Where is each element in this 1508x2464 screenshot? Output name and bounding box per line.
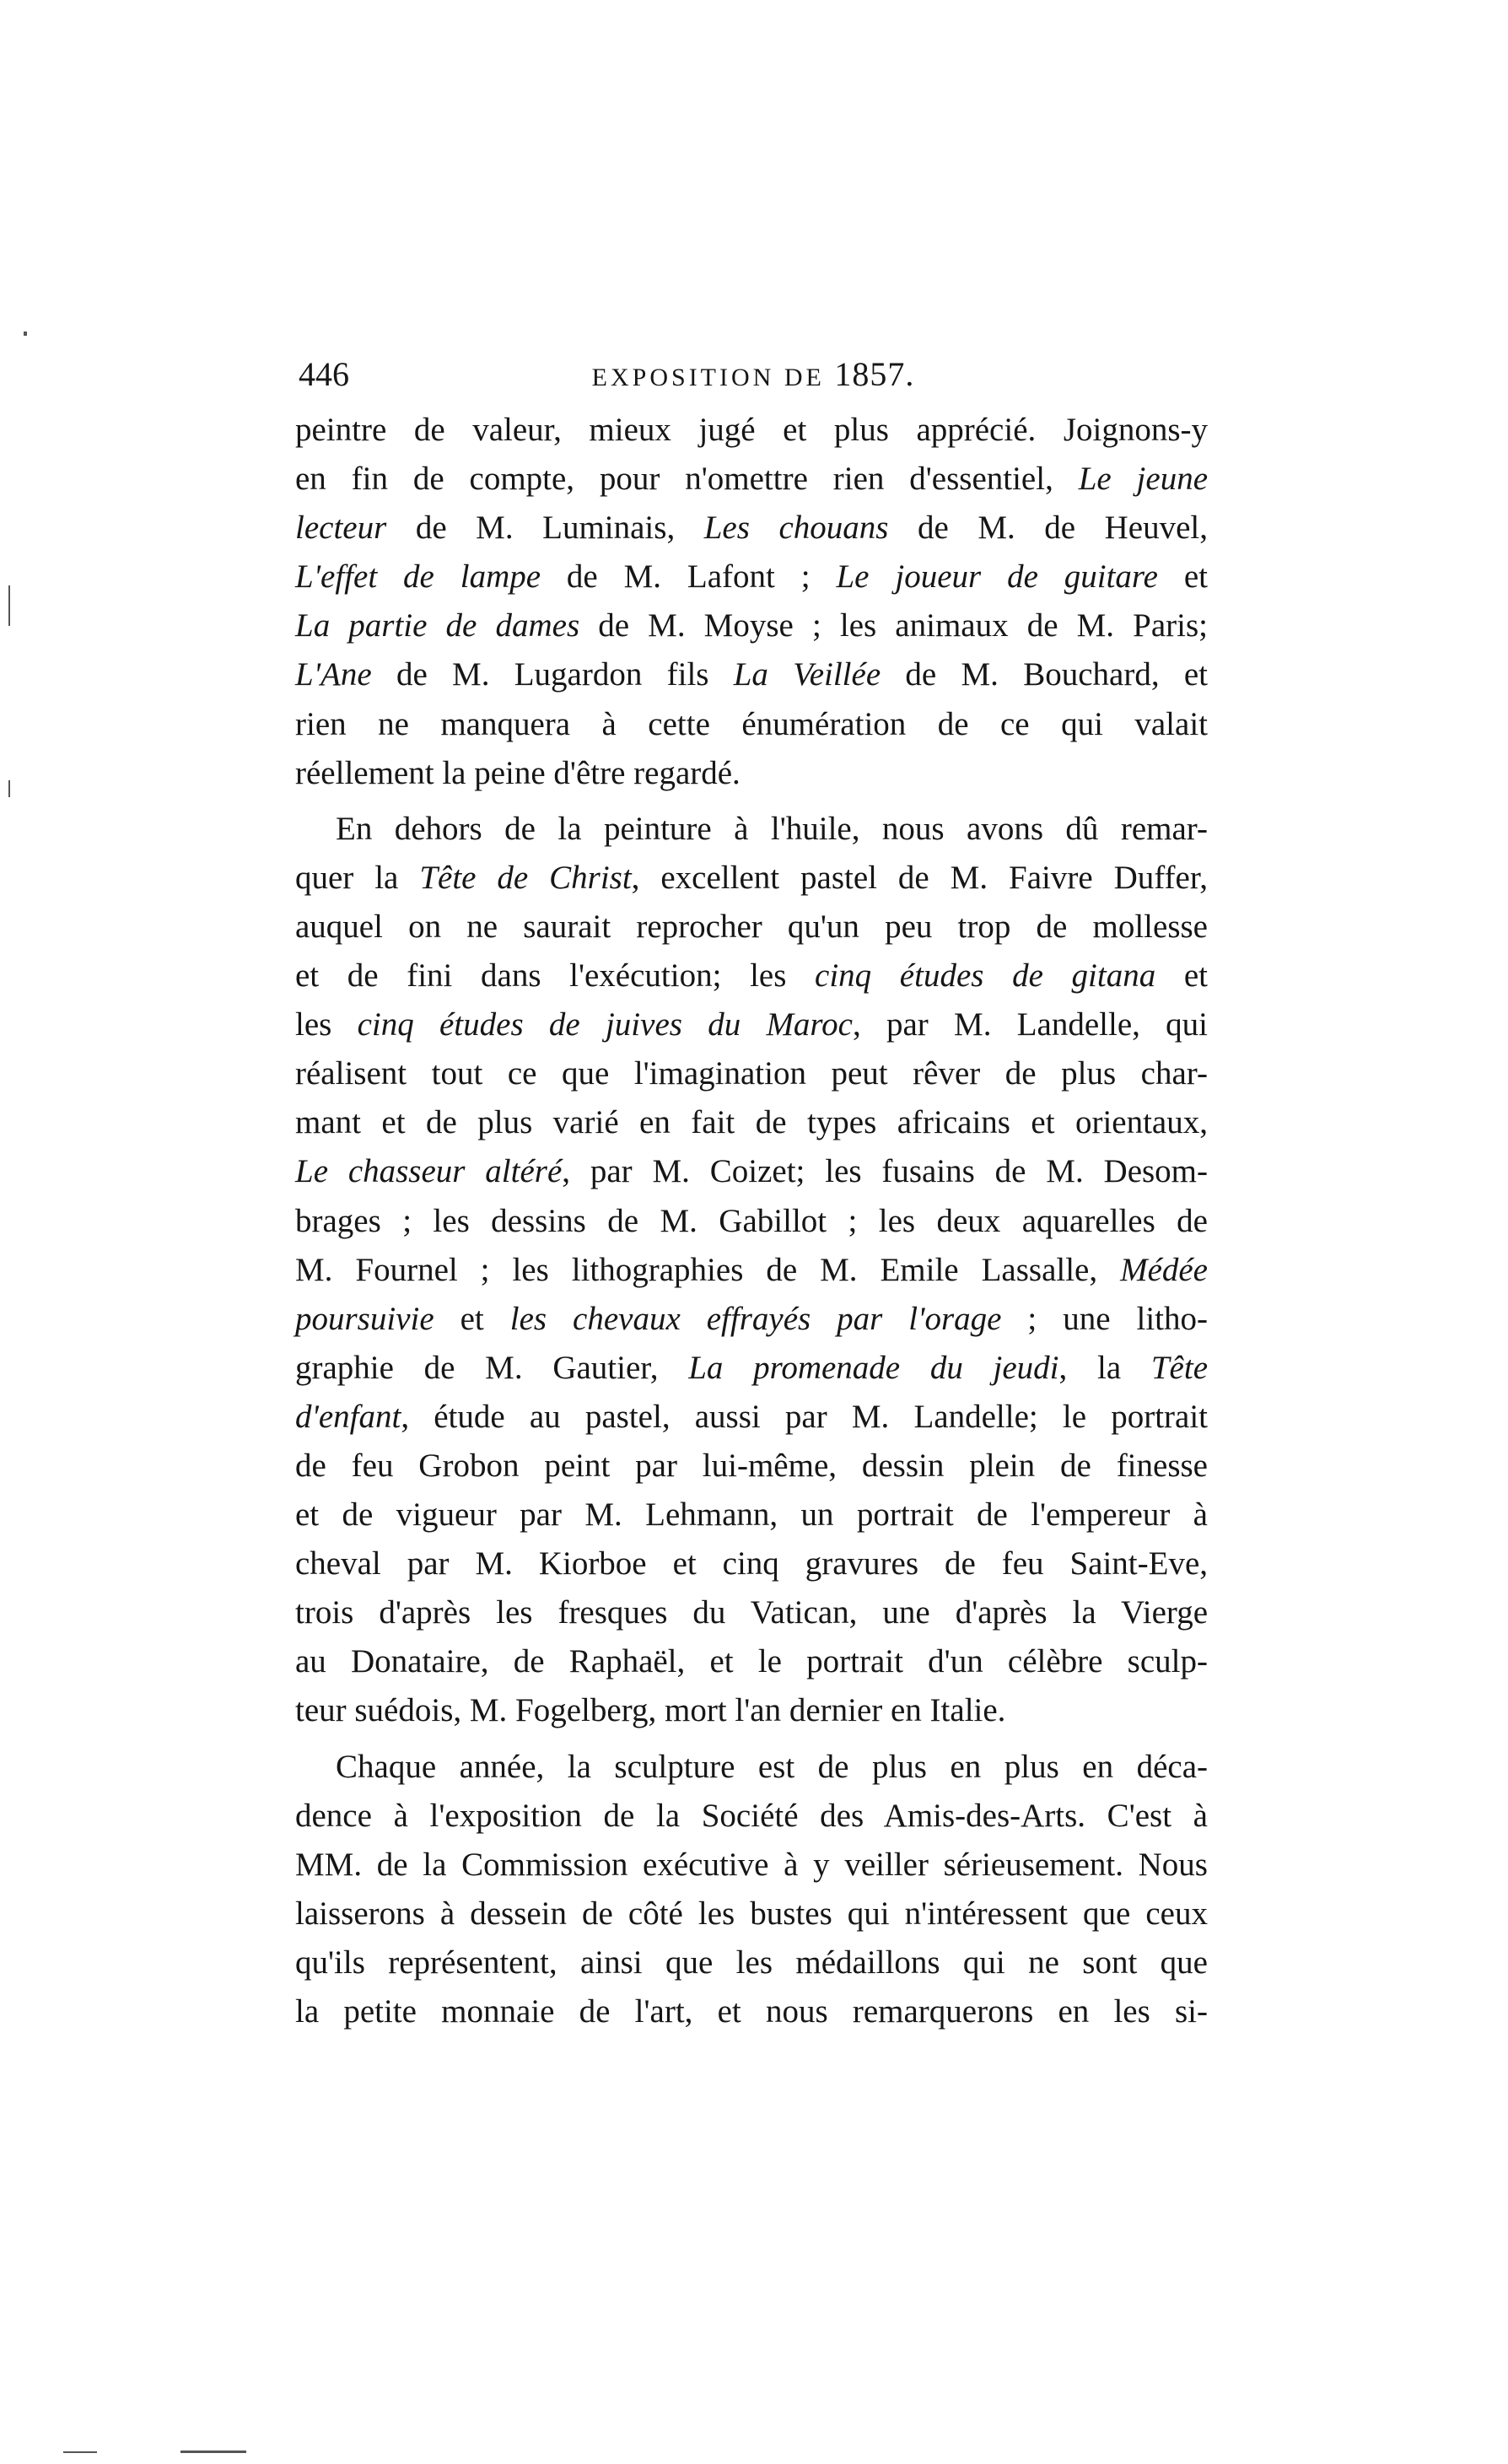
italic-title: La promenade du jeudi [688, 1349, 1059, 1386]
text-line [295, 1539, 1208, 1588]
text-line [295, 1147, 1208, 1196]
text-line [295, 749, 1208, 798]
text-run: graphie de M. Gautier, [295, 1349, 689, 1386]
text-line [295, 1344, 1208, 1393]
text-line [295, 1743, 1208, 1792]
scan-mark [8, 585, 10, 626]
text-run: , par M. Coizet; les fusains de M. Desom- [562, 1153, 1209, 1190]
paragraph [295, 805, 1208, 1736]
scan-mark [24, 332, 27, 336]
text-run: quer la [295, 859, 420, 896]
italic-title: les chevaux effrayés par l'orage [509, 1300, 1002, 1337]
text-line [295, 1588, 1208, 1637]
text-run: peintre de valeur, mieux jugé et plus apprécié. Joignons-y [295, 412, 1208, 448]
paragraph-gap [295, 798, 1208, 805]
italic-title: L'effet de lampe [295, 558, 541, 596]
text-line [295, 1000, 1208, 1049]
text-line [295, 1197, 1208, 1246]
text-line [295, 1442, 1208, 1491]
text-line [295, 903, 1208, 952]
text-run: et [1157, 558, 1209, 596]
text-line [295, 854, 1208, 903]
running-title-text: EXPOSITION DE [591, 364, 825, 391]
text-run: de M. Moyse ; les animaux de M. Paris; [579, 607, 1208, 644]
text-line [295, 504, 1208, 553]
text-run: M. Fournel ; les lithographies de M. Emile Lassalle, [295, 1251, 1121, 1288]
text-line [295, 1686, 1208, 1735]
italic-title: Médée [1120, 1251, 1208, 1288]
text-line [295, 1393, 1208, 1442]
text-line [295, 553, 1208, 601]
text-line [295, 1049, 1208, 1098]
running-title [299, 353, 1208, 400]
text-run: au Donataire, de Raphaël, et le portrait d'un célèbre sculp- [295, 1643, 1208, 1680]
text-line [295, 1792, 1208, 1841]
text-line [295, 700, 1208, 749]
text-line [295, 1938, 1208, 1987]
scan-mark [63, 2451, 97, 2453]
text-run: , par M. Landelle, qui [852, 1006, 1209, 1043]
text-run: , excellent pastel de M. Faivre Duffer, [631, 859, 1208, 896]
text-run: la petite monnaie de l'art, et nous remarquerons en les si- [295, 1993, 1208, 2030]
italic-title: poursuivie [295, 1300, 434, 1337]
italic-title: Le chasseur altéré [295, 1153, 563, 1190]
text-run: Chaque année, la sculpture est de plus en plus en déca- [336, 1748, 1208, 1785]
text-line [295, 1491, 1208, 1539]
text-run: ; une litho- [1001, 1300, 1209, 1337]
text-line [295, 1637, 1208, 1686]
paragraph [295, 406, 1208, 798]
italic-title: d'enfant [295, 1398, 401, 1435]
text-run: mant et de plus varié en fait de types africains et orientaux, [295, 1104, 1208, 1141]
text-line [295, 455, 1208, 504]
text-run: rien ne manquera à cette énumération de ce qui valait [295, 705, 1208, 742]
text-run: de M. Lugardon fils [371, 656, 734, 693]
text-run: réalisent tout ce que l'imagination peut rêver de plus char- [295, 1055, 1208, 1092]
text-line [295, 1098, 1208, 1147]
italic-title: lecteur [295, 510, 387, 547]
paragraph-gap [295, 1736, 1208, 1743]
italic-title: Le joueur de guitare [836, 558, 1158, 596]
text-run: teur suédois, M. Fogelberg, mort l'an dernier en Italie. [295, 1692, 1006, 1729]
text-run: En dehors de la peinture à l'huile, nous avons dû remar- [336, 810, 1208, 847]
text-run: réellement la peine d'être regardé. [295, 754, 741, 791]
body-text [295, 406, 1208, 2036]
italic-title: cinq études de gitana [815, 957, 1156, 995]
text-line [295, 1246, 1208, 1295]
text-line [295, 1295, 1208, 1344]
text-line [295, 1987, 1208, 2036]
text-line [295, 1890, 1208, 1938]
text-run: en fin de compte, pour n'omettre rien d'essentiel, [295, 461, 1079, 498]
text-run: , la [1058, 1349, 1151, 1386]
running-title-year: 1857. [834, 355, 915, 393]
text-line [295, 1841, 1208, 1890]
text-run: auquel on ne saurait reprocher qu'un peu trop de mollesse [295, 908, 1208, 945]
scan-mark [180, 2451, 246, 2453]
text-line [295, 805, 1208, 854]
text-run: laisserons à dessein de côté les bustes qui n'intéressent que ceux [295, 1895, 1208, 1932]
italic-title: La Veillée [733, 656, 881, 693]
text-run: de M. Luminais, [386, 510, 704, 547]
text-run: de M. de Heuvel, [888, 510, 1208, 547]
text-run: brages ; les dessins de M. Gabillot ; les deux aquarelles de [295, 1202, 1208, 1239]
text-run: et [1155, 957, 1208, 995]
page-header [299, 353, 1208, 396]
italic-title: Tête [1150, 1349, 1209, 1386]
text-run: de feu Grobon peint par lui-même, dessin plein de finesse [295, 1447, 1208, 1484]
text-run: cheval par M. Kiorboe et cinq gravures de feu Saint-Eve, [295, 1545, 1208, 1582]
text-run: et de vigueur par M. Lehmann, un portrait de l'empereur à [295, 1496, 1208, 1534]
italic-title: Les chouans [703, 510, 889, 547]
italic-title: La partie de dames [295, 607, 580, 644]
text-run: et de fini dans l'exécution; les [295, 957, 816, 995]
text-run: dence à l'exposition de la Société des Amis-des-Arts. C'est à [295, 1797, 1208, 1834]
text-run: de M. Bouchard, et [881, 656, 1208, 693]
text-line [295, 952, 1208, 1000]
paragraph [295, 1743, 1208, 2037]
text-line [295, 406, 1208, 455]
italic-title: Le jeune [1078, 461, 1209, 498]
text-run: les [295, 1006, 358, 1043]
text-run: , étude au pastel, aussi par M. Landelle; le portrait [401, 1398, 1208, 1435]
text-run: MM. de la Commission exécutive à y veiller sérieusement. Nous [295, 1846, 1208, 1883]
italic-title: cinq études de juives du Maroc [357, 1006, 853, 1043]
text-line [295, 650, 1208, 699]
text-line [295, 601, 1208, 650]
page-number: 446 [299, 355, 349, 393]
text-run: qu'ils représentent, ainsi que les médaillons qui ne sont que [295, 1944, 1208, 1981]
text-run: de M. Lafont ; [541, 558, 837, 596]
text-run: trois d'après les fresques du Vatican, une d'après la Vierge [295, 1594, 1208, 1631]
scan-mark [8, 780, 10, 797]
text-run: et [434, 1300, 510, 1337]
italic-title: L'Ane [295, 656, 372, 693]
italic-title: Tête de Christ [419, 859, 632, 896]
